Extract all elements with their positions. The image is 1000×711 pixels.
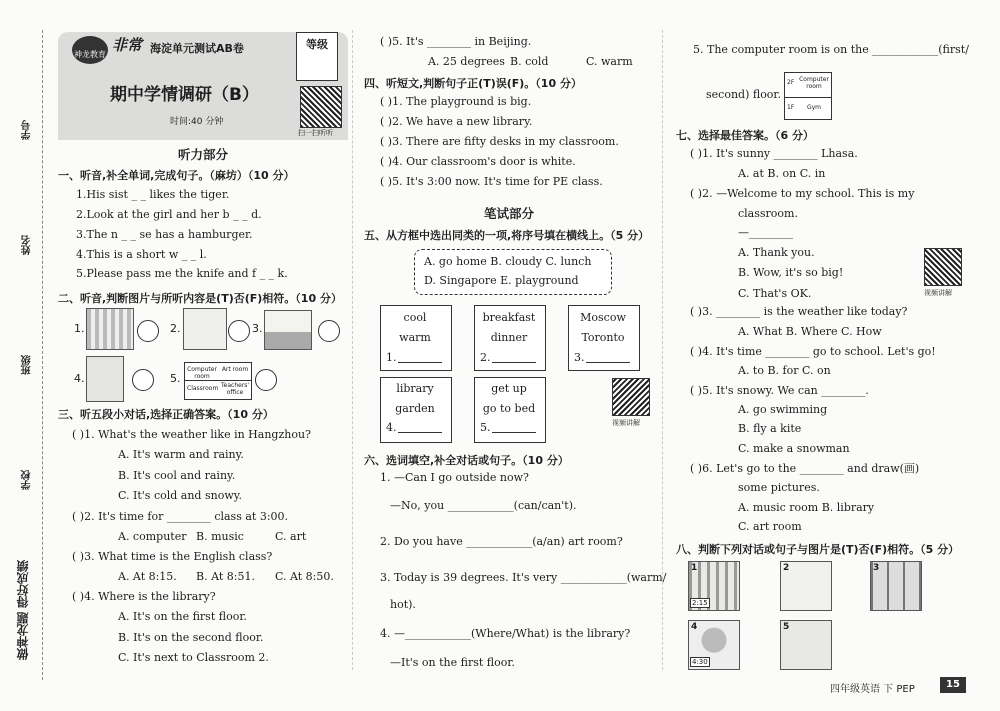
group5-number: 5. — [480, 421, 491, 434]
s7-line-18: some pictures. — [738, 481, 820, 494]
group4-word1: library — [396, 382, 434, 395]
s2-answer-circle-1[interactable] — [137, 320, 159, 342]
s2-answer-circle-2[interactable] — [228, 320, 250, 342]
s7-line-10: A. What B. Where C. How — [738, 325, 882, 338]
s8-num-2: 2 — [783, 563, 790, 573]
s3-q2-opt-a: A. computer — [118, 530, 187, 543]
house-teachers-office: Teachers' office — [221, 382, 250, 396]
page-title: 期中学情调研（B） — [110, 85, 259, 105]
s8-num-5: 5 — [783, 622, 790, 632]
s3-q5-opt-c: C. warm — [586, 55, 633, 68]
s6-line-6: 4. —____________(Where/What) is the library? — [380, 627, 631, 640]
s7-line-20: C. art room — [738, 520, 802, 533]
s7-line-5: —________ — [738, 226, 793, 239]
nurse-picture — [86, 356, 124, 402]
s4-item-4: ( )4. Our classroom's door is white. — [380, 155, 576, 168]
s7-line-16: C. make a snowman — [738, 442, 850, 455]
s3-q5-opt-b: B. cold — [510, 55, 549, 68]
section5-qr-code[interactable] — [612, 378, 650, 416]
children-picture — [183, 308, 227, 350]
school-house-diagram — [184, 362, 252, 400]
s7-line-11: ( )4. It's time ________ go to school. Let's go! — [690, 345, 936, 358]
page-number: 15 — [940, 677, 966, 693]
opera-house-picture — [264, 310, 312, 350]
house-classroom: Classroom — [187, 385, 219, 392]
binding-school: 学校 — [22, 470, 33, 490]
s2-num-1: 1. — [74, 322, 85, 335]
exam-time: 时间:40 分钟 — [170, 117, 224, 127]
binding-motto: 做神龙题 得好成绩 — [16, 560, 30, 661]
word-bank-line-2: D. Singapore E. playground — [424, 274, 579, 287]
mini-house-diagram — [784, 72, 832, 120]
s6-line-5: hot). — [390, 598, 416, 611]
s3-q3-opt-a: A. At 8:15. — [118, 570, 177, 583]
s2-answer-circle-3[interactable] — [318, 320, 340, 342]
s1-item-5: 5.Please pass me the knife and f _ _ k. — [76, 267, 288, 280]
publisher-logo: 神龙教育 — [72, 36, 108, 64]
section5-title: 五、从方框中选出同类的一项,将序号填在横线上。（5 分） — [364, 229, 650, 242]
s3-q4-opt-c: C. It's next to Classroom 2. — [118, 651, 269, 664]
footer-text: 四年级英语 下 PEP — [830, 684, 915, 695]
s3-q2-opt-b: B. music — [196, 530, 244, 543]
s6-line-4: 3. Today is 39 degrees. It's very ____________(warm/ — [380, 571, 667, 584]
group3-word1: Moscow — [580, 311, 626, 324]
s7-line-13: ( )5. It's snowy. We can ________. — [690, 384, 869, 397]
s3-q4: ( )4. Where is the library? — [72, 590, 216, 603]
group1-word2: warm — [399, 331, 431, 344]
s4-item-1: ( )1. The playground is big. — [380, 95, 532, 108]
s6-q5-line-2: second) floor. — [706, 88, 781, 101]
group3-number: 3. — [574, 351, 585, 364]
s7-line-15: B. fly a kite — [738, 422, 802, 435]
s7-line-6: A. Thank you. — [738, 246, 815, 259]
s2-num-5: 5. — [170, 372, 181, 385]
section7-qr-caption: 视频讲解 — [924, 289, 952, 297]
s3-q3-opt-b: B. At 8:51. — [196, 570, 255, 583]
header-qr-caption: 扫一扫听听 — [298, 129, 333, 137]
s8-num-4: 4 — [691, 622, 698, 632]
group3-word2: Toronto — [581, 331, 625, 344]
group5-word2: go to bed — [482, 402, 536, 415]
floor-2-room: Computer room — [799, 76, 829, 90]
s1-item-3: 3.The n _ _ se has a hamburger. — [76, 228, 253, 241]
grade-blank[interactable] — [296, 58, 338, 81]
binding-name: 姓名 — [22, 235, 33, 255]
group5-blank[interactable] — [492, 432, 536, 433]
floor-2-label: 2F — [787, 79, 795, 86]
s2-num-3: 3. — [252, 322, 263, 335]
column-divider-1 — [352, 30, 353, 670]
s1-item-4: 4.This is a short w _ _ l. — [76, 248, 207, 261]
group4-blank[interactable] — [398, 432, 442, 433]
s2-answer-circle-4[interactable] — [132, 369, 154, 391]
section7-qr-code[interactable] — [924, 248, 962, 286]
s6-line-7: —It's on the first floor. — [390, 656, 515, 669]
written-heading: 笔试部分 — [483, 206, 534, 221]
group5-word1: get up — [491, 382, 527, 395]
s7-line-12: A. to B. for C. on — [738, 364, 831, 377]
section1-title: 一、听音,补全单词,完成句子。（麻坊）（10 分） — [58, 169, 295, 182]
s3-q1-opt-b: B. It's cool and rainy. — [118, 469, 236, 482]
section6-title: 六、选词填空,补全对话或句子。（10 分） — [364, 454, 569, 467]
s7-line-14: A. go swimming — [738, 403, 828, 416]
house-computer-room: Computer room — [187, 366, 217, 380]
s3-q2: ( )2. It's time for ________ class at 3:00. — [72, 510, 289, 523]
s2-num-4: 4. — [74, 372, 85, 385]
bookshelf-picture — [86, 308, 134, 350]
s3-q4-opt-a: A. It's on the first floor. — [118, 610, 247, 623]
s1-item-2: 2.Look at the girl and her b _ _ d. — [76, 208, 262, 221]
s7-line-19: A. music room B. library — [738, 501, 875, 514]
s4-item-2: ( )2. We have a new library. — [380, 115, 533, 128]
header-qr-code[interactable] — [300, 86, 342, 128]
house-art-room: Art room — [221, 366, 249, 373]
house-floor-line — [185, 380, 251, 381]
floor-1-room: Gym — [806, 104, 822, 111]
group1-word1: cool — [403, 311, 427, 324]
s7-line-4: classroom. — [738, 207, 798, 220]
binding-line — [42, 30, 43, 680]
s8-clock-1: 2:15 — [692, 599, 708, 607]
s4-item-5: ( )5. It's 3:00 now. It's time for PE class. — [380, 175, 603, 188]
grade-box: 等级 — [296, 32, 338, 60]
s2-answer-circle-5[interactable] — [255, 369, 277, 391]
group2-number: 2. — [480, 351, 491, 364]
s7-line-2: A. at B. on C. in — [738, 167, 826, 180]
s3-q1-opt-c: C. It's cold and snowy. — [118, 489, 242, 502]
s6-q5-line-1: 5. The computer room is on the ____________(first/ — [693, 43, 969, 56]
section3-title: 三、听五段小对话,选择正确答案。（10 分） — [58, 408, 274, 421]
s7-line-8: C. That's OK. — [738, 287, 812, 300]
section4-title: 四、听短文,判断句子正(T)误(F)。（10 分） — [364, 77, 582, 90]
group4-number: 4. — [386, 421, 397, 434]
s3-q1: ( )1. What's the weather like in Hangzhou? — [72, 428, 311, 441]
word-bank-line-1: A. go home B. cloudy C. lunch — [424, 255, 592, 268]
s7-line-7: B. Wow, it's so big! — [738, 266, 844, 279]
group2-blank[interactable] — [492, 362, 536, 363]
group1-blank[interactable] — [398, 362, 442, 363]
s3-q4-opt-b: B. It's on the second floor. — [118, 631, 264, 644]
s7-line-3: ( )2. —Welcome to my school. This is my — [690, 187, 915, 200]
s6-line-1: 1. —Can I go outside now? — [380, 471, 529, 484]
series-name: 海淀单元测试AB卷 — [150, 42, 244, 55]
s3-q5: ( )5. It's ________ in Beijing. — [380, 35, 532, 48]
column-divider-2 — [662, 30, 663, 670]
s3-q5-opt-a: A. 25 degrees — [428, 55, 505, 68]
s8-num-1: 1 — [691, 563, 698, 573]
section8-title: 八、判断下列对话或句子与图片是(T)否(F)相符。（5 分） — [676, 543, 960, 556]
group2-word1: breakfast — [482, 311, 536, 324]
group3-blank[interactable] — [586, 362, 630, 363]
group4-word2: garden — [395, 402, 435, 415]
section2-title: 二、听音,判断图片与所听内容是(T)否(F)相符。（10 分） — [58, 292, 342, 305]
binding-class: 班级 — [22, 355, 33, 375]
floor-1-label: 1F — [787, 104, 795, 111]
s3-q3: ( )3. What time is the English class? — [72, 550, 273, 563]
s1-item-1: 1.His sist _ _ likes the tiger. — [76, 188, 230, 201]
s4-item-3: ( )3. There are fifty desks in my classroom. — [380, 135, 619, 148]
group1-number: 1. — [386, 351, 397, 364]
section7-title: 七、选择最佳答案。（6 分） — [676, 129, 814, 142]
s2-num-2: 2. — [170, 322, 181, 335]
s6-line-2: —No, you ____________(can/can't). — [390, 499, 577, 512]
s7-line-1: ( )1. It's sunny ________ Lhasa. — [690, 147, 858, 160]
s3-q1-opt-a: A. It's warm and rainy. — [118, 448, 244, 461]
s7-line-17: ( )6. Let's go to the ________ and draw(画) — [690, 462, 920, 475]
s7-line-9: ( )3. ________ is the weather like today? — [690, 305, 908, 318]
brand-mark: 非常 — [112, 36, 143, 54]
listening-heading: 听力部分 — [177, 147, 228, 162]
s3-q3-opt-c: C. At 8:50. — [275, 570, 334, 583]
s8-clock-4: 4:30 — [692, 658, 708, 666]
s3-q2-opt-c: C. art — [275, 530, 307, 543]
binding-id: 学号 — [22, 120, 33, 140]
s6-line-3: 2. Do you have ____________(a/an) art room? — [380, 535, 623, 548]
group2-word2: dinner — [490, 331, 528, 344]
s8-num-3: 3 — [873, 563, 880, 573]
mini-house-floor-line — [785, 97, 831, 98]
section5-qr-caption: 视频讲解 — [612, 419, 640, 427]
